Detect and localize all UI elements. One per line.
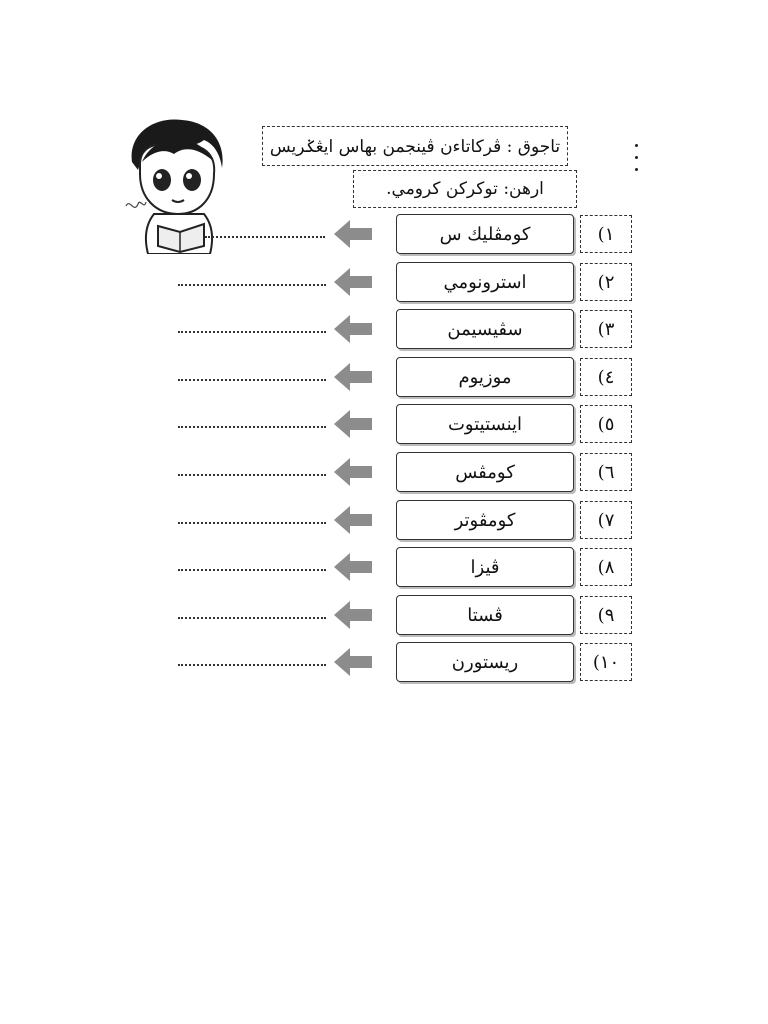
left-arrow-icon bbox=[334, 315, 372, 343]
left-arrow-icon bbox=[334, 220, 372, 248]
boy-reading-avatar-icon bbox=[124, 114, 232, 254]
answer-line[interactable] bbox=[178, 377, 326, 381]
left-arrow-icon bbox=[334, 268, 372, 296]
question-number: ٤) bbox=[580, 358, 632, 396]
question-number: ٦) bbox=[580, 453, 632, 491]
answer-line[interactable] bbox=[178, 567, 326, 571]
answer-line[interactable] bbox=[178, 282, 326, 286]
malay-word-box: سڤيسيمن bbox=[396, 309, 574, 349]
question-number: ٩) bbox=[580, 596, 632, 634]
malay-word-box: ڤيزا bbox=[396, 547, 574, 587]
question-number: ٥) bbox=[580, 405, 632, 443]
left-arrow-icon bbox=[334, 648, 372, 676]
left-arrow-icon bbox=[334, 458, 372, 486]
question-number: ٨) bbox=[580, 548, 632, 586]
answer-line[interactable] bbox=[178, 424, 326, 428]
left-arrow-icon bbox=[334, 506, 372, 534]
margin-dots bbox=[630, 135, 642, 205]
answer-line[interactable] bbox=[178, 472, 326, 476]
answer-line[interactable] bbox=[178, 615, 326, 619]
malay-word-box: کومڤوتر bbox=[396, 500, 574, 540]
answer-line[interactable] bbox=[178, 329, 326, 333]
worksheet-title bbox=[262, 126, 568, 166]
question-number: ١) bbox=[580, 215, 632, 253]
malay-word-box: کومڤس bbox=[396, 452, 574, 492]
answer-line[interactable] bbox=[178, 662, 326, 666]
question-number: ٧) bbox=[580, 501, 632, 539]
question-number: ١٠) bbox=[580, 643, 632, 681]
left-arrow-icon bbox=[334, 410, 372, 438]
question-number: ٣) bbox=[580, 310, 632, 348]
malay-word-box: ڤستا bbox=[396, 595, 574, 635]
malay-word-box: موزيوم bbox=[396, 357, 574, 397]
malay-word-box: اينستيتوت bbox=[396, 404, 574, 444]
left-arrow-icon bbox=[334, 553, 372, 581]
worksheet-instruction-text: ارهن: توکرکن کرومي. bbox=[386, 179, 544, 199]
left-arrow-icon bbox=[334, 601, 372, 629]
worksheet-title-text: تاجوق : ڤركاتاءن ڤينجمن بهاس ايڠݢريس bbox=[269, 136, 561, 157]
answer-line[interactable] bbox=[178, 520, 326, 524]
question-number: ٢) bbox=[580, 263, 632, 301]
left-arrow-icon bbox=[334, 363, 372, 391]
answer-line[interactable] bbox=[205, 234, 325, 238]
malay-word-box: استرونومي bbox=[396, 262, 574, 302]
worksheet-instruction bbox=[353, 170, 577, 208]
malay-word-box: ريستورن bbox=[396, 642, 574, 682]
malay-word-box: کومڤليك س bbox=[396, 214, 574, 254]
